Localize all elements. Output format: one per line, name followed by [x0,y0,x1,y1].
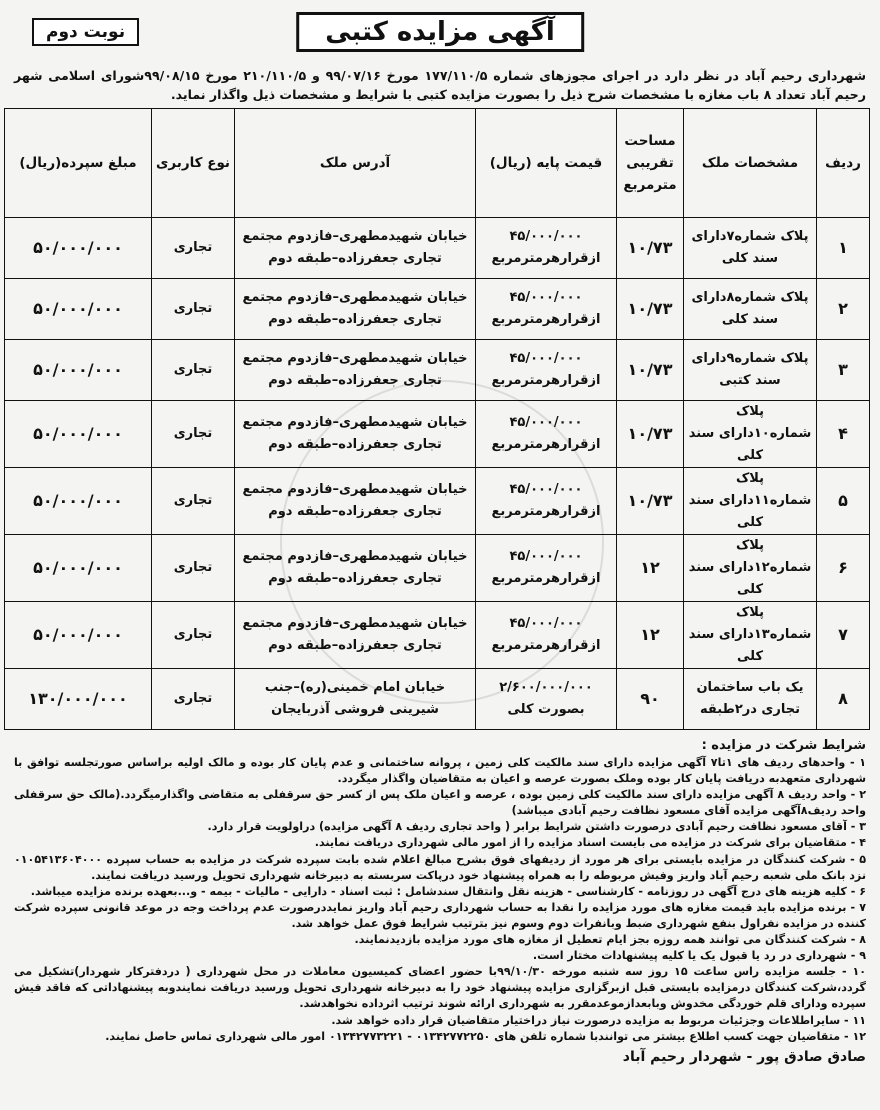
table-row [5,468,870,535]
row-number: ۷ [817,602,870,669]
row-number: ۵ [817,468,870,535]
area-value: ۱۰/۷۳ [617,468,684,535]
property-spec: پلاک شماره۸دارای سند کلی [684,279,817,340]
row-number: ۸ [817,669,870,730]
condition-item: ۹ - شهرداری در رد یا قبول یک یا کلیه پیشنهادات مختار است. [532,949,866,963]
header-address: آدرس ملک [235,109,476,218]
condition-item: ۱۲ - متقاضیان جهت کسب اطلاع بیشتر می توانندبا شماره تلفن های ۰۱۳۴۲۷۷۲۲۵۰ - ۰۱۳۴۲۷۷۳۲۲۱ امور مالی شهرداری تماس حاصل نمایند. [105,1029,866,1043]
area-value: ۱۰/۷۳ [617,340,684,401]
base-price: ۴۵/۰۰۰/۰۰۰ ازقرارهرمترمربع [476,468,617,535]
usage-type: تجاری [152,279,235,340]
property-address: خیابان شهیدمطهری–فازدوم مجتمع تجاری جعفرزاده–طبقه دوم [235,340,476,401]
property-spec: پلاک شماره۱۳دارای سند کلی [684,602,817,669]
usage-type: تجاری [152,401,235,468]
header-base-price: قیمت پایه (ریال) [476,109,617,218]
area-value: ۱۲ [617,602,684,669]
property-address: خیابان شهیدمطهری–فازدوم مجتمع تجاری جعفرزاده–طبقه دوم [235,279,476,340]
deposit-amount: ۵۰/۰۰۰/۰۰۰ [5,218,152,279]
property-address: خیابان شهیدمطهری–فازدوم مجتمع تجاری جعفرزاده–طبقه دوم [235,468,476,535]
property-spec: پلاک شماره۹دارای سند کتبی [684,340,817,401]
condition-item: ۶ - کلیه هزینه های درج آگهی در روزنامه - کارشناسی - هزینه نقل وانتقال سندشامل : ثبت اسناد - دارایی - مالیات - بیمه - و...بعهده برنده مزایده میباشد. [30,884,866,898]
header-row-number: ردیف [817,109,870,218]
table-row [5,602,870,669]
deposit-amount: ۵۰/۰۰۰/۰۰۰ [5,279,152,340]
usage-type: تجاری [152,468,235,535]
area-value: ۱۲ [617,535,684,602]
property-spec: پلاک شماره۱۲دارای سند کلی [684,535,817,602]
deposit-amount: ۵۰/۰۰۰/۰۰۰ [5,401,152,468]
property-spec: پلاک شماره۱۰دارای سند کلی [684,401,817,468]
condition-item: ۱ - واحدهای ردیف های ۱تا۷ آگهی مزایده دارای سند مالکیت کلی زمین ، پروانه ساختمانی و عدم پایان کار بوده و مالک اولیه براساس صورتجلسه توافق با شهرداری متعهدبه دریافت پایان کار بوده وملک بصورت عرصه و اعیان به متقاضیان واگذار میگردد. [14,756,866,786]
notice-header [10,8,870,56]
condition-item: ۸ - شرکت کنندگان می توانند همه روزه بجز ایام تعطیل از مغازه های مورد مزایده بازدیدنمایند. [354,933,866,947]
row-number: ۴ [817,401,870,468]
usage-type: تجاری [152,602,235,669]
header-deposit: مبلغ سپرده(ریال) [5,109,152,218]
conditions-title: شرایط شرکت در مزایده : [701,738,866,753]
base-price: ۴۵/۰۰۰/۰۰۰ ازقرارهرمترمربع [476,218,617,279]
table-row [5,218,870,279]
row-number: ۱ [817,218,870,279]
table-header-row [5,109,870,218]
base-price: ۴۵/۰۰۰/۰۰۰ ازقرارهرمترمربع [476,340,617,401]
base-price: ۴۵/۰۰۰/۰۰۰ ازقرارهرمترمربع [476,602,617,669]
condition-item: ۲ - واحد ردیف ۸ آگهی مزایده دارای سند مالکیت کلی زمین بوده ، عرصه و اعیان ملک پس از کسر حق سرقفلی به متقاضی واگذارمیگردد.(مالک حق سرقفلی واحد ردیف۸آگهی مزایده آقای مسعود نظافت رحیم آبادی میباشد) [14,788,866,818]
condition-item: ۷ - برنده مزایده باید قیمت مغازه های مورد مزایده را نقدا به حساب شهرداری رحیم آباد واریز نمایددرصورت عدم پرداخت وجه در موعد قانونی سپرده شرکت کننده در مزایده نفراول بنفع شهرداری ضبط وبانفرات دوم وسوم نیز بترتیب شرایط فوق عمل خواهد شد. [14,900,866,930]
deposit-amount: ۵۰/۰۰۰/۰۰۰ [5,602,152,669]
condition-item: ۳ - آقای مسعود نظافت رحیم آبادی درصورت داشتن شرایط برابر ( واحد تجاری ردیف ۸ آگهی مزایده) دراولویت قرار دارد. [207,820,866,834]
row-number: ۲ [817,279,870,340]
property-spec: پلاک شماره۷دارای سند کلی [684,218,817,279]
base-price: ۴۵/۰۰۰/۰۰۰ ازقرارهرمترمربع [476,401,617,468]
deposit-amount: ۱۳۰/۰۰۰/۰۰۰ [5,669,152,730]
header-property-spec: مشخصات ملک [684,109,817,218]
condition-item: ۱۰ - جلسه مزایده راس ساعت ۱۵ روز سه شنبه مورخه ۹۹/۱۰/۳۰با حضور اعضای کمیسیون معاملات در محل شهرداری ( دردفترکار شهردار)تشکیل می گردد،شرکت کنندگان درمزایده بایستی قبل ازبرگزاری مزایده پیشنهاد خود را به دبیرخانه شهرداری تحویل ورسید دریافت نمایندوبه پیشنهاداتی که فاقد فیش سپرده ودارای قلم خوردگی مخدوش وبابعدازموعدمقرر به شهرداری ارائه شوند ترتیب اثرداده نخواهدشد. [14,965,866,1011]
condition-item: ۱۱ - سایراطلاعات وجزئیات مربوط به مزایده درصورت نیاز دراختیار متقاضیان قرار داده خواهد شد. [331,1013,866,1027]
base-price: ۲/۶۰۰/۰۰۰/۰۰۰ بصورت کلی [476,669,617,730]
row-number: ۳ [817,340,870,401]
deposit-amount: ۵۰/۰۰۰/۰۰۰ [5,340,152,401]
deposit-amount: ۵۰/۰۰۰/۰۰۰ [5,535,152,602]
condition-item: ۵ - شرکت کنندگان در مزایده بایستی برای هر مورد از ردیفهای فوق بشرح مبالغ اعلام شده بابت سپرده شرکت در مزایده به حساب سپرده ۰۱۰۵۴۱۳۶۰۴۰۰۰ نزد بانک ملی شعبه رحیم آباد واریز وفیش مربوطه را به همراه پیشنهاد خود درپاکت سربسته به دبیرخانه شهرداری تحویل ورسید دریافت نمایند. [14,852,866,882]
table-row [5,669,870,730]
usage-type: تجاری [152,340,235,401]
notice-title: آگهی مزایده کتبی [296,12,584,52]
area-value: ۱۰/۷۳ [617,279,684,340]
header-usage: نوع کاربری [152,109,235,218]
base-price: ۴۵/۰۰۰/۰۰۰ ازقرارهرمترمربع [476,535,617,602]
intro-paragraph: شهرداری رحیم آباد در نظر دارد در اجرای مجوزهای شماره ۱۷۷/۱۱۰/۵ مورخ ۹۹/۰۷/۱۶ و ۲۱۰/۱۱۰/۵ مورخ ۹۹/۰۸/۱۵شورای اسلامی شهر رحیم آباد تعداد ۸ باب مغازه با مشخصات شرح ذیل را بصورت مزایده کتبی با شرایط و مشخصات ذیل واگذار نماید. [14,68,866,102]
property-address: خیابان شهیدمطهری–فازدوم مجتمع تجاری جعفرزاده–طبقه دوم [235,602,476,669]
row-number: ۶ [817,535,870,602]
property-address: خیابان امام خمینی(ره)–جنب شیرینی فروشی آذربایجان [235,669,476,730]
table-row [5,535,870,602]
usage-type: تجاری [152,669,235,730]
base-price: ۴۵/۰۰۰/۰۰۰ ازقرارهرمترمربع [476,279,617,340]
area-value: ۹۰ [617,669,684,730]
deposit-amount: ۵۰/۰۰۰/۰۰۰ [5,468,152,535]
turn-badge: نوبت دوم [32,18,139,46]
property-spec: یک باب ساختمان تجاری در۲طبقه [684,669,817,730]
property-spec: پلاک شماره۱۱دارای سند کلی [684,468,817,535]
property-address: خیابان شهیدمطهری–فازدوم مجتمع تجاری جعفرزاده–طبقه دوم [235,535,476,602]
area-value: ۱۰/۷۳ [617,401,684,468]
area-value: ۱۰/۷۳ [617,218,684,279]
usage-type: تجاری [152,535,235,602]
header-area: مساحت تقریبی مترمربع [617,109,684,218]
table-row [5,340,870,401]
usage-type: تجاری [152,218,235,279]
table-row [5,401,870,468]
property-address: خیابان شهیدمطهری–فازدوم مجتمع تجاری جعفرزاده–طبقه دوم [235,401,476,468]
table-row [5,279,870,340]
property-address: خیابان شهیدمطهری–فازدوم مجتمع تجاری جعفرزاده–طبقه دوم [235,218,476,279]
signature-line: صادق صادق پور - شهردار رحیم آباد [622,1048,866,1065]
condition-item: ۴ - متقاضیان برای شرکت در مزایده می بایست اسناد مزایده را از امور مالی شهرداری دریافت نمایند. [314,836,866,850]
conditions-list [14,755,866,1045]
auction-table [4,108,870,730]
